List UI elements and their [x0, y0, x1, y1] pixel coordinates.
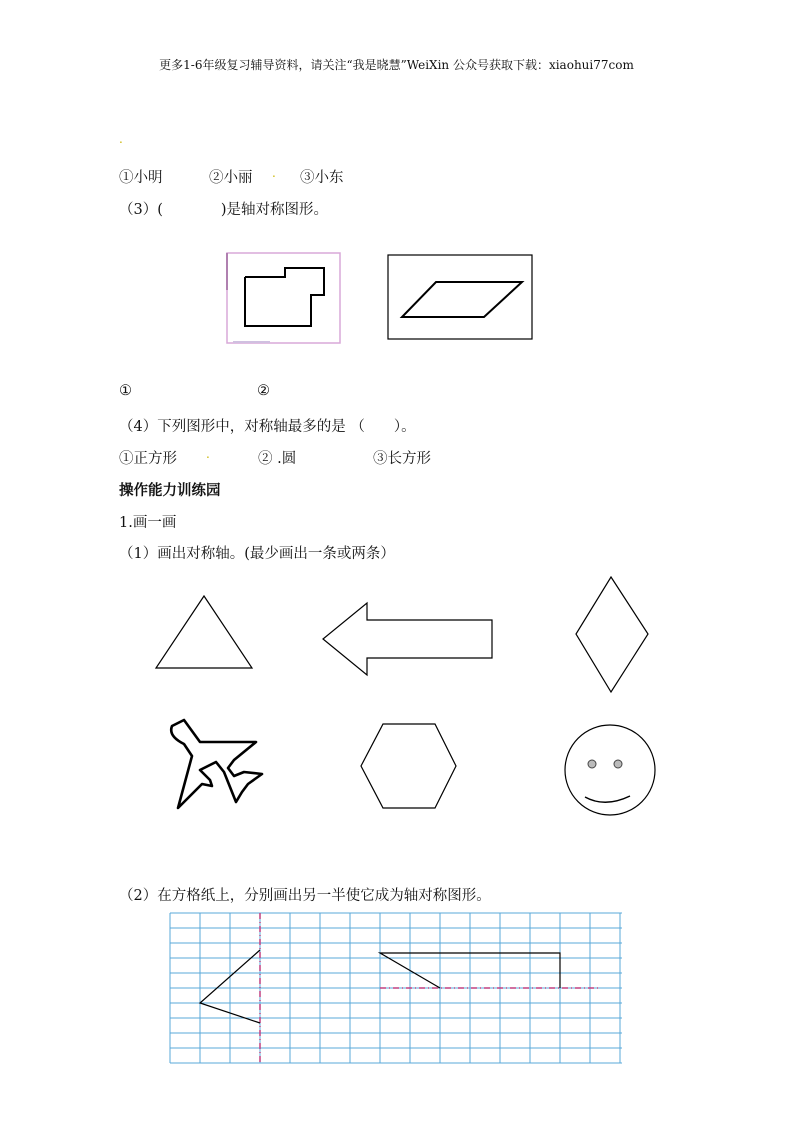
task-1-part-1-prompt: （1）画出对称轴。(最少画出一条或两条）: [119, 546, 395, 562]
airplane-shape: [162, 716, 272, 820]
figure-2-label: ②: [257, 383, 270, 399]
option-xiaodong: ③小东: [300, 170, 344, 186]
stray-dot: .: [206, 447, 210, 461]
smiley-face-shape: [560, 722, 664, 822]
rhombus-shape: [570, 574, 654, 696]
option-square: ①正方形: [119, 451, 177, 467]
option-xiaoming: ①小明: [119, 170, 163, 186]
arrow-shape: [320, 600, 500, 678]
option-circle: ② .圆: [258, 451, 297, 467]
hexagon-shape: [356, 720, 462, 812]
figure-1-stepped-shape: [225, 250, 345, 346]
option-rectangle: ③长方形: [373, 451, 431, 467]
figure-2-parallelogram: [386, 253, 536, 343]
grid-paper: [170, 913, 622, 1063]
task-1-part-2-prompt: （2）在方格纸上，分别画出另一半使它成为轴对称图形。: [119, 888, 491, 904]
figure-1-label: ①: [119, 383, 132, 399]
task-1-title: 1.画一画: [119, 515, 177, 531]
stray-dot: .: [119, 132, 123, 146]
triangle-shape: [150, 592, 260, 674]
page-header: 更多1-6年级复习辅导资料，请关注“我是晓慧”WeiXin 公众号获取下载：xiaohui77com: [159, 58, 634, 72]
option-xiaoli: ②小丽: [209, 170, 253, 186]
stray-dot: .: [272, 166, 276, 180]
section-title: 操作能力训练园: [119, 483, 221, 499]
question-4-prompt: （4）下列图形中，对称轴最多的是 （ ）。: [119, 419, 416, 435]
question-3-prompt: （3）( )是轴对称图形。: [119, 202, 329, 218]
